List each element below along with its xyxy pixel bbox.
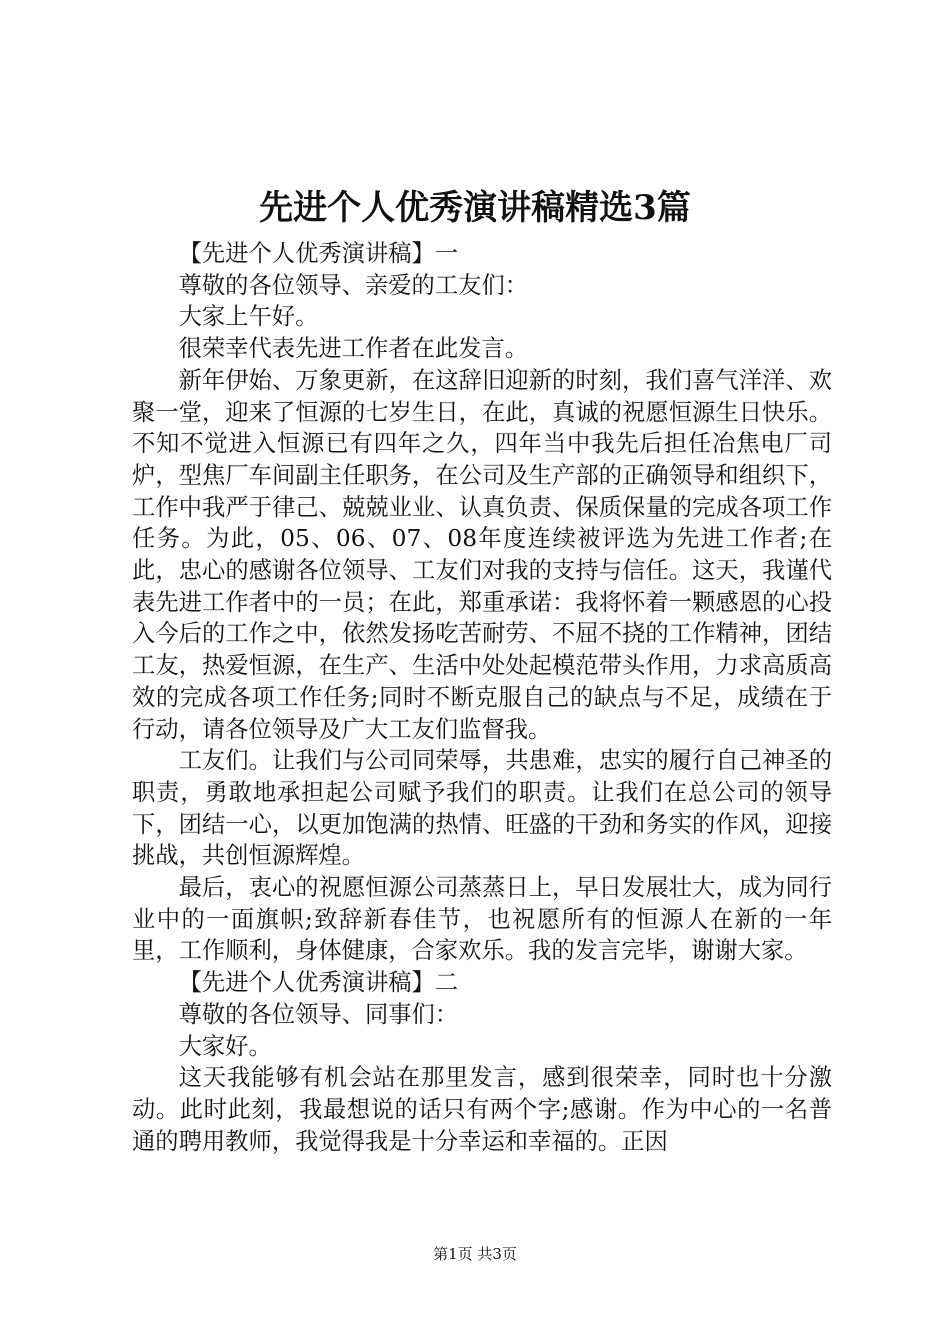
salutation: 尊敬的各位领导、亲爱的工友们： [178,271,529,299]
section-heading-2: 【先进个人优秀演讲稿】二 [178,969,459,997]
document-body [132,238,832,1157]
body-paragraph: 很荣幸代表先进工作者在此发言。 [178,335,529,363]
greeting: 大家好。 [178,1032,272,1060]
body-paragraph: 新年伊始、万象更新，在这辞旧迎新的时刻，我们喜气洋洋、欢聚一堂，迎来了恒源的七岁生日，在此，真诚的祝愿恒源生日快乐。不知不觉进入恒源已有四年之久，四年当中我先后担任冶焦电厂司炉，型焦厂车间副主任职务，在公司及生产部的正确领导和组织下，工作中我严于律己、兢兢业业、认真负责、保质保量的完成各项工作任务。为此，05、06、07、08年度连续被评选为先进工作者;在此，忠心的感谢各位领导、工友们对我的支持与信任。这天，我谨代表先进工作者中的一员；在此，郑重承诺：我将怀着一颗感恩的心投入今后的工作之中，依然发扬吃苦耐劳、不屈不挠的工作精神，团结工友，热爱恒源，在生产、生活中处处起模范带头作用，力求高质高效的完成各项工作任务;同时不断克服自己的缺点与不足，成绩在于行动，请各位领导及广大工友们监督我。 [132,366,832,743]
page-footer: 第1页 共3页 [433,1245,517,1263]
salutation: 尊敬的各位领导、同事们： [178,1000,459,1028]
body-paragraph: 最后，衷心的祝愿恒源公司蒸蒸日上，早日发展壮大，成为同行业中的一面旗帜;致辞新春佳节，也祝愿所有的恒源人在新的一年里，工作顺利，身体健康，合家欢乐。我的发言完毕，谢谢大家。 [132,874,832,965]
body-paragraph: 工友们。让我们与公司同荣辱，共患难，忠实的履行自己神圣的职责，勇敢地承担起公司赋予我们的职责。让我们在总公司的领导下，团结一心，以更加饱满的热情、旺盛的干劲和务实的作风，迎接挑战，共创恒源辉煌。 [132,747,832,870]
body-paragraph: 这天我能够有机会站在那里发言，感到很荣幸，同时也十分激动。此时此刻，我最想说的话只有两个字;感谢。作为中心的一名普通的聘用教师，我觉得我是十分幸运和幸福的。正因 [132,1064,832,1155]
section-heading-1: 【先进个人优秀演讲稿】一 [178,240,459,267]
greeting: 大家上午好。 [178,303,319,331]
document-title: 先进个人优秀演讲稿精选3篇 [259,188,691,228]
